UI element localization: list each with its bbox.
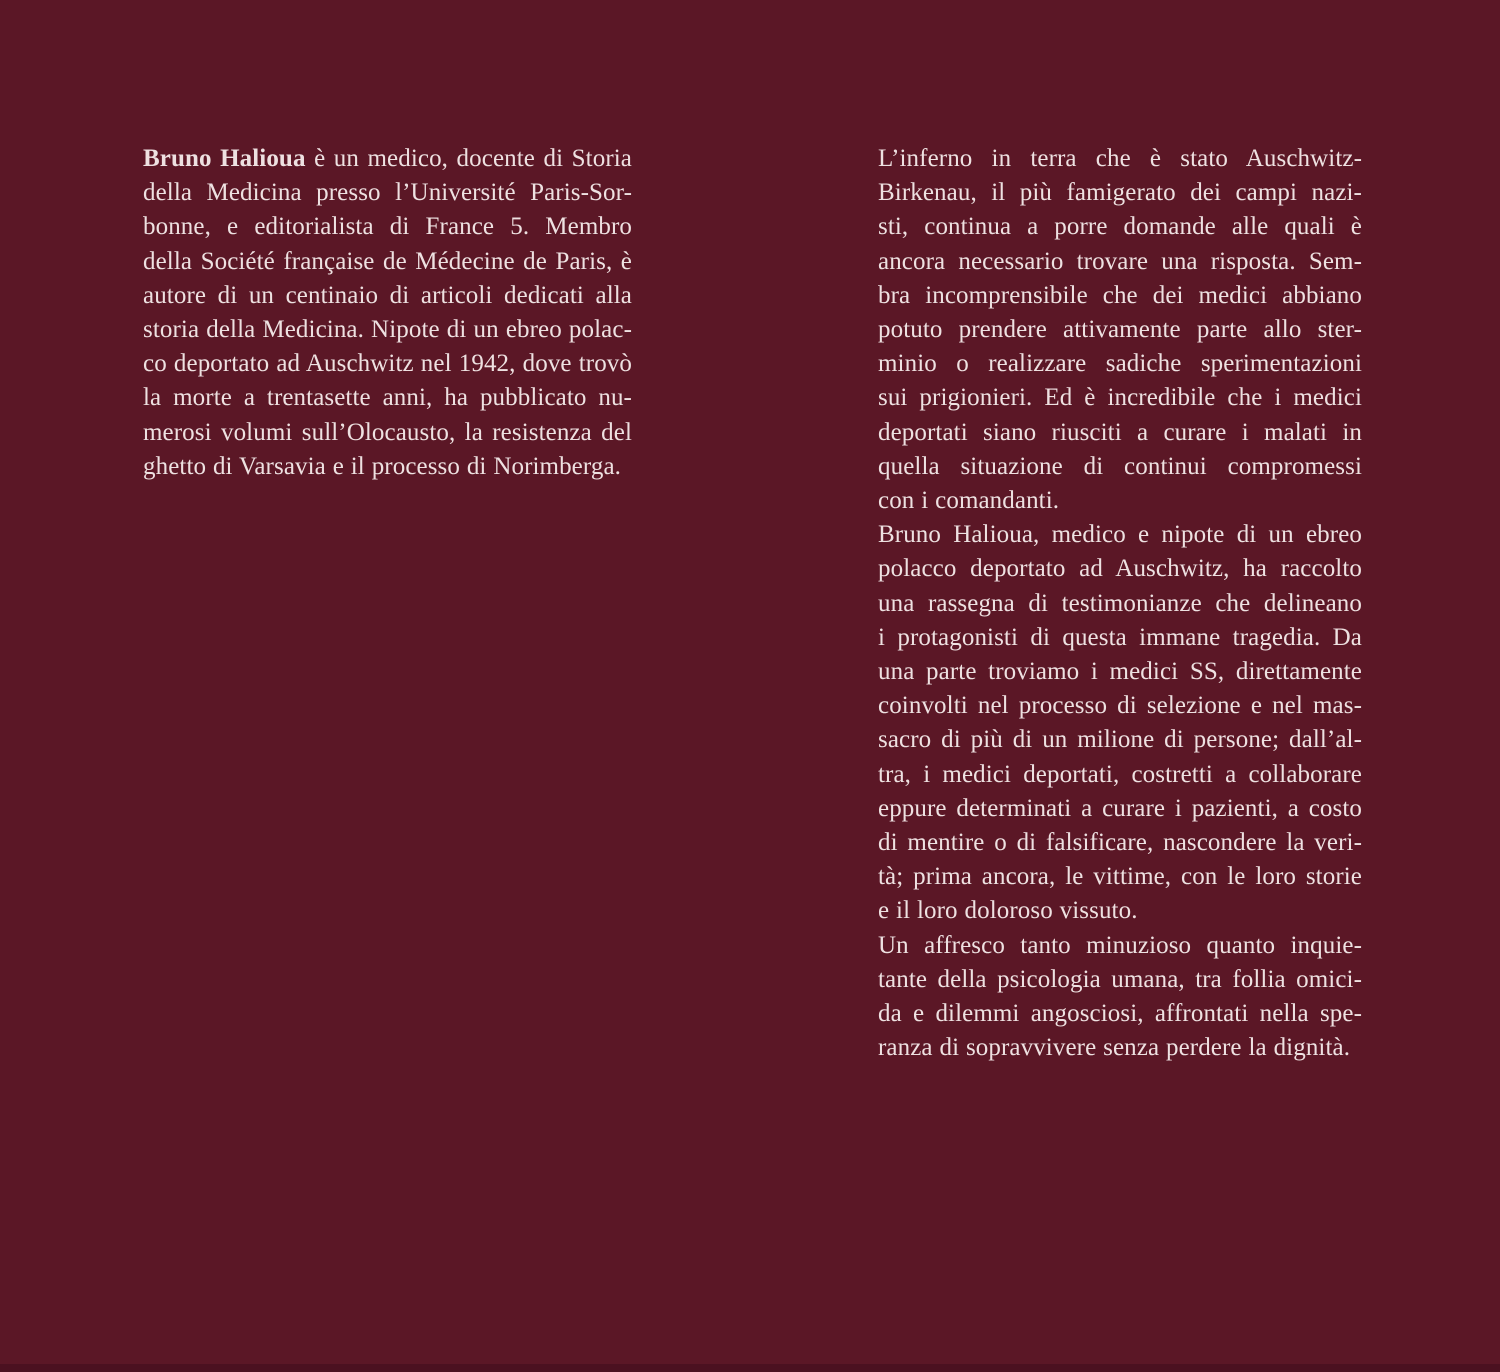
text-line: bonne, e editorialista di France 5. Membro: [143, 213, 632, 241]
text-line: eppure determinati a curare i pazienti, a costo: [878, 794, 1362, 822]
text-line: con i comandanti.: [878, 487, 1060, 515]
text-line: tra, i medici deportati, costretti a collaborare: [878, 760, 1362, 788]
text-line: tà; prima ancora, le vittime, con le loro storie: [878, 863, 1362, 891]
text-line: coinvolti nel processo di selezione e nel mas-: [878, 692, 1362, 720]
text-line: polacco deportato ad Auschwitz, ha raccolto: [878, 555, 1362, 583]
text-line: autore di un centinaio di articoli dedicati alla: [143, 281, 632, 309]
text-line: e il loro doloroso vissuto.: [878, 897, 1138, 925]
text-line: sti, continua a porre domande alle quali è: [878, 213, 1362, 241]
text-line: da e dilemmi angosciosi, affrontati nella spe-: [878, 1000, 1362, 1028]
text-line: ancora necessario trovare una risposta. Sem-: [878, 247, 1362, 275]
text-line: sacro di più di un milione di persone; dall’al-: [878, 726, 1362, 754]
bottom-edge-strip: [0, 1364, 1500, 1372]
text-line: potuto prendere attivamente parte allo ster-: [878, 316, 1362, 344]
book-synopsis-column: [878, 142, 1362, 1065]
text-line: storia della Medicina. Nipote di un ebreo polac-: [143, 316, 632, 344]
text-line: Birkenau, il più famigerato dei campi nazi-: [878, 179, 1362, 207]
text-line: della Medicina presso l’Université Paris-Sor-: [143, 179, 632, 207]
author-bio-column: [143, 142, 632, 484]
text-line: quella situazione di continui compromessi: [878, 452, 1362, 480]
text-line: di mentire o di falsificare, nascondere la veri-: [878, 829, 1362, 857]
text-line: ranza di sopravvivere senza perdere la dignità.: [878, 1034, 1351, 1062]
text-line: tante della psicologia umana, tra follia omici-: [878, 965, 1362, 993]
text-line: bra incomprensibile che dei medici abbiano: [878, 281, 1362, 309]
text-line: Bruno Halioua, medico e nipote di un ebreo: [878, 521, 1362, 549]
text-line: della Société française de Médecine de Paris, è: [143, 247, 632, 275]
author-name-bold: Bruno Halioua: [143, 145, 306, 172]
text-line: Bruno Halioua è un medico, docente di Storia: [143, 145, 632, 172]
text-line: deportati siano riusciti a curare i malati in: [878, 418, 1362, 446]
text-line: minio o realizzare sadiche sperimentazioni: [878, 350, 1362, 378]
text-line: merosi volumi sull’Olocausto, la resistenza del: [143, 418, 632, 446]
text-line: una rassegna di testimonianze che delineano: [878, 589, 1362, 617]
text-line: co deportato ad Auschwitz nel 1942, dove trovò: [143, 350, 632, 378]
text-line: i protagonisti di questa immane tragedia. Da: [878, 623, 1362, 651]
text-line: L’inferno in terra che è stato Auschwitz-: [878, 145, 1362, 172]
text-line: Un affresco tanto minuzioso quanto inquie-: [878, 931, 1362, 959]
text-line: sui prigionieri. Ed è incredibile che i medici: [878, 384, 1362, 412]
text-line: ghetto di Varsavia e il processo di Norimberga.: [143, 452, 621, 480]
text-line: una parte troviamo i medici SS, direttamente: [878, 658, 1362, 686]
text-line: la morte a trentasette anni, ha pubblicato nu-: [143, 384, 632, 412]
